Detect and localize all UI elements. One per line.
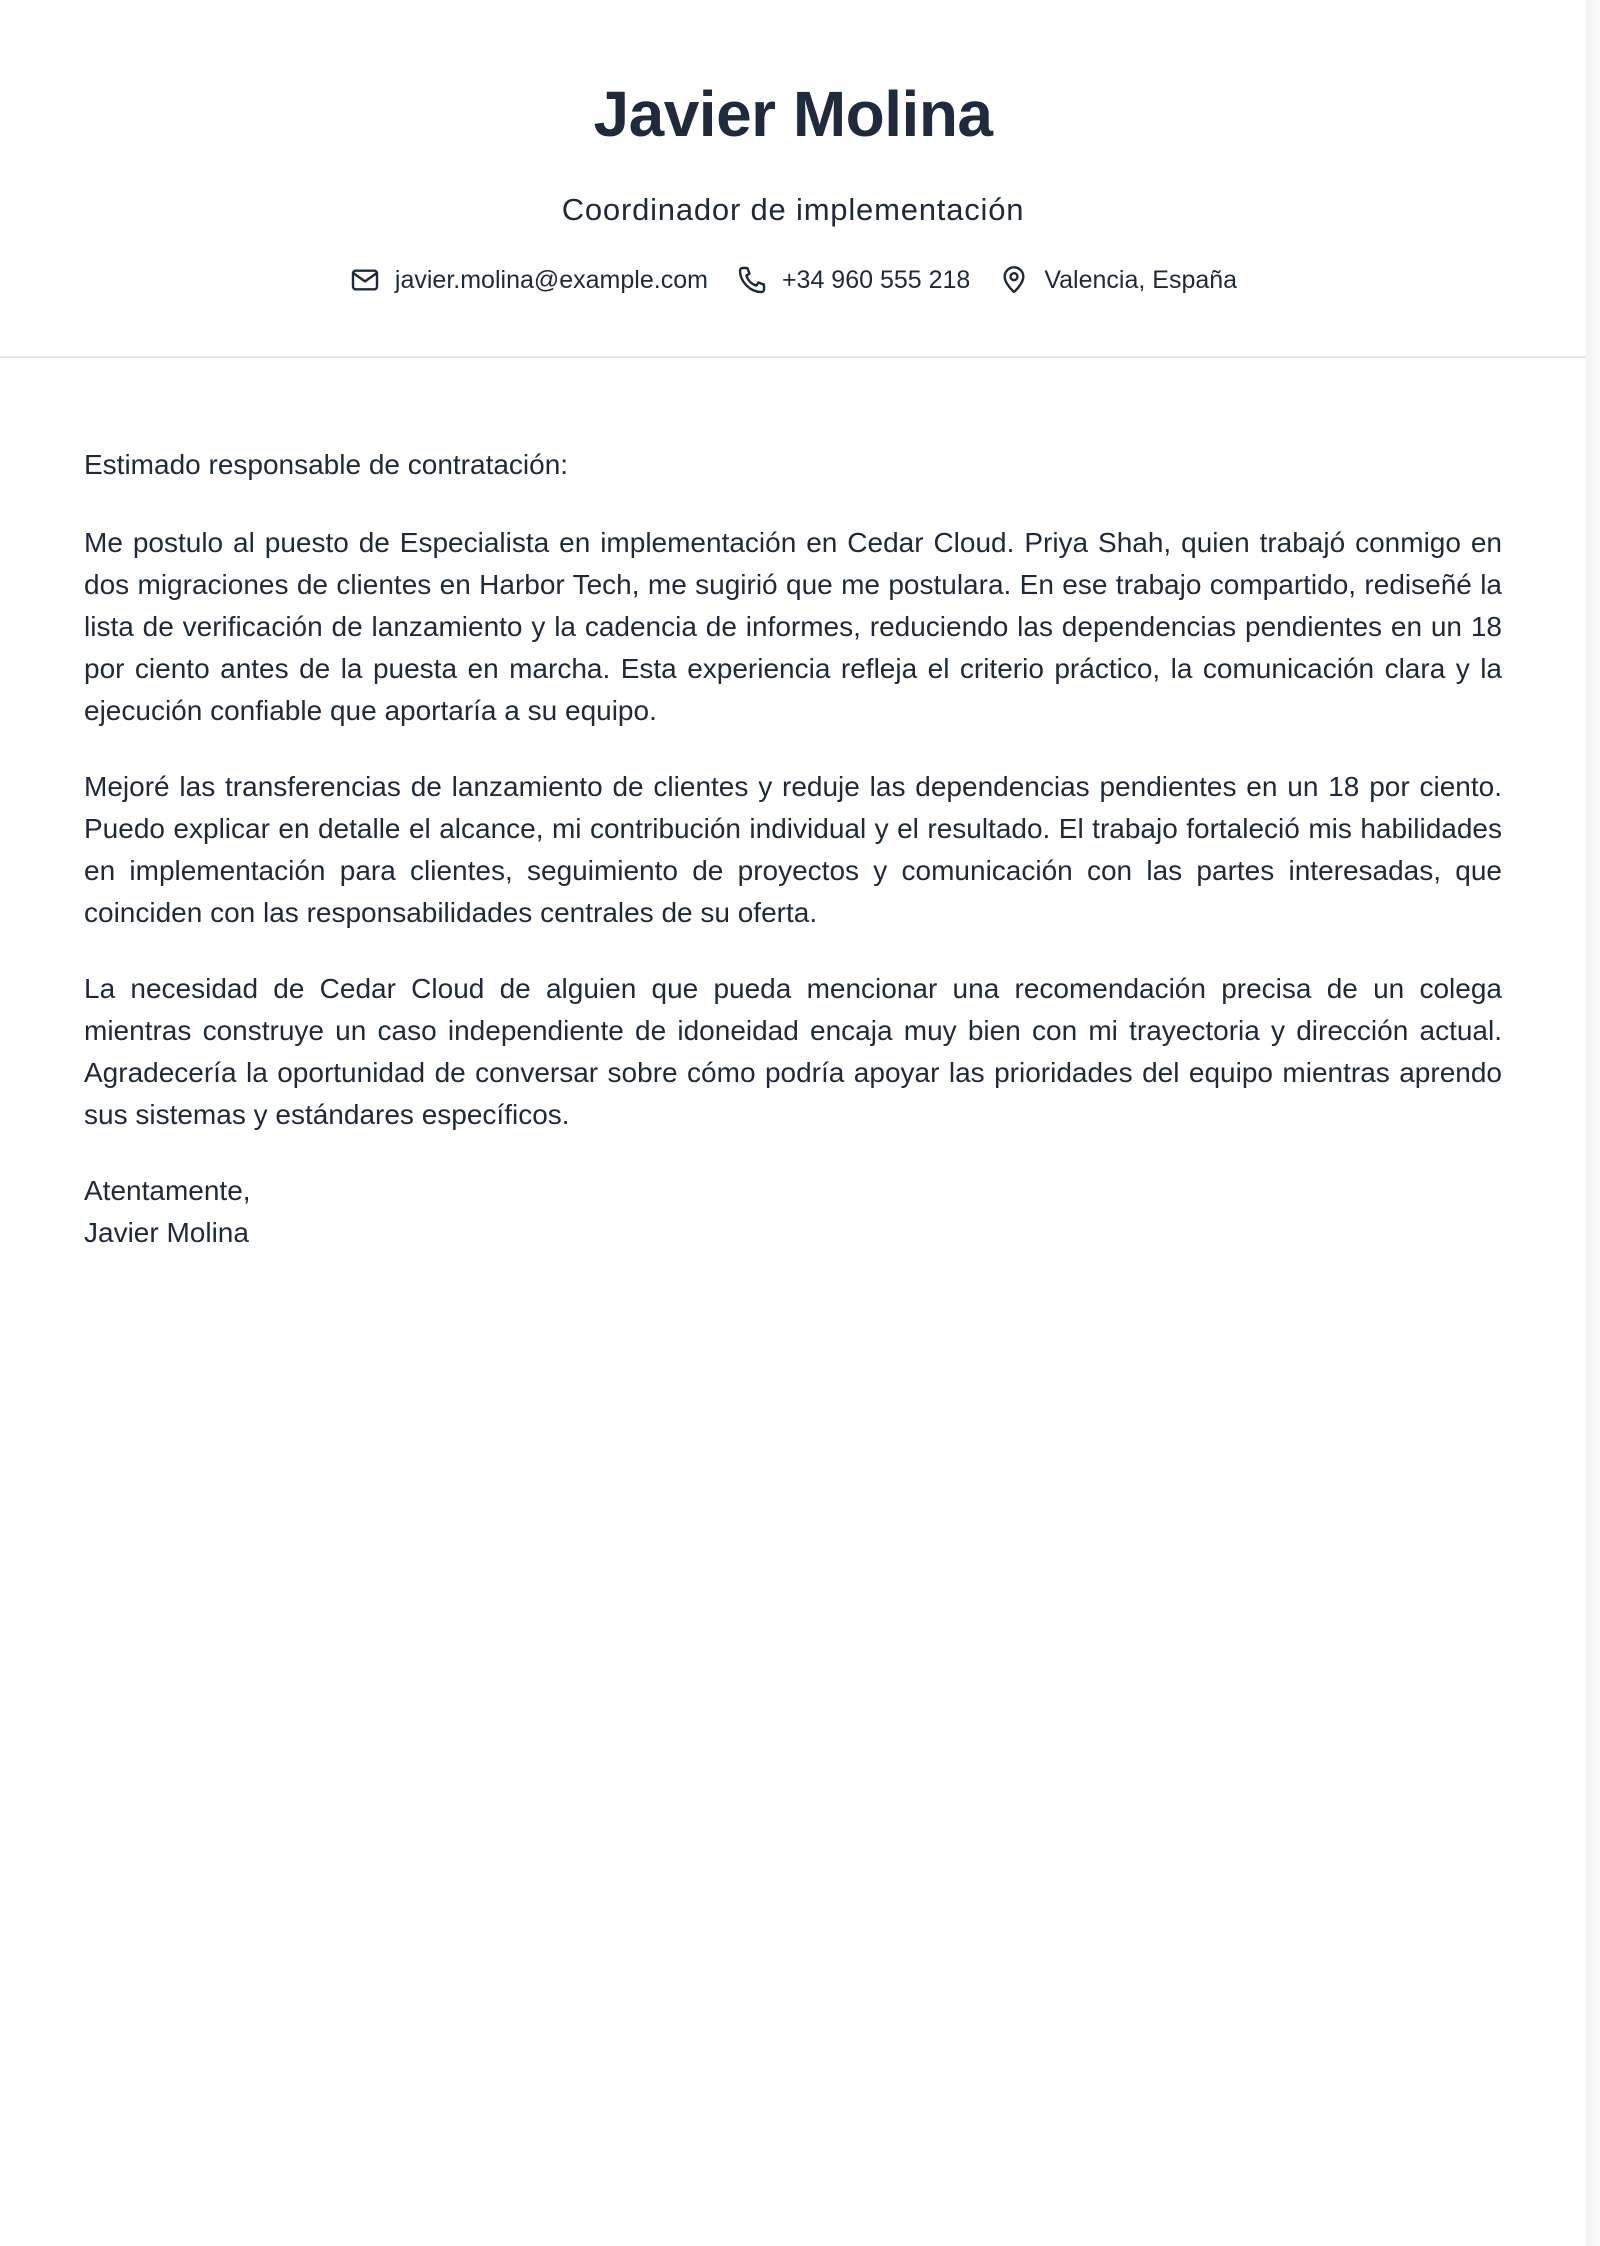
contact-phone[interactable]	[736, 262, 970, 298]
applicant-role: Coordinador de implementación	[561, 192, 1025, 227]
email-text: javier.molina@example.com	[394, 266, 708, 294]
location-pin-icon	[998, 264, 1030, 296]
contact-location	[998, 262, 1237, 298]
paragraph-1: Me postulo al puesto de Especialista en implementación en Cedar Cloud. Priya Shah, quien trabajó conmigo en dos migraciones de clientes en Harbor Tech, me sugirió que me postulara. En ese trabajo compartido, rediseñé la lista de verificación de lanzamiento y la cadencia de informes, reduciendo las dependencias pendientes en un 18 por ciento antes de la puesta en marcha. Esta experiencia refleja el criterio práctico, la comunicación clara y la ejecución confiable que aportaría a su equipo.	[84, 527, 1502, 726]
closing: Atentamente,	[84, 1175, 251, 1206]
location-text: Valencia, España	[1044, 266, 1238, 294]
page-gutter	[1586, 0, 1600, 2246]
salutation: Estimado responsable de contratación:	[84, 449, 569, 480]
contact-email[interactable]	[349, 262, 708, 298]
letter-body	[84, 444, 1502, 1254]
applicant-name: Javier Molina	[593, 78, 993, 150]
letter-header	[0, 0, 1586, 358]
paragraph-3: La necesidad de Cedar Cloud de alguien que pueda mencionar una recomendación precisa de un colega mientras construye un caso independiente de idoneidad encaja muy bien con mi trayectoria y dirección actual. Agradecería la oportunidad de conversar sobre cómo podría apoyar las prioridades del equipo mientras aprendo sus sistemas y estándares específicos.	[84, 973, 1502, 1130]
mail-icon	[349, 264, 381, 296]
paragraph-2: Mejoré las transferencias de lanzamiento de clientes y reduje las dependencias pendientes en un 18 por ciento. Puedo explicar en detalle el alcance, mi contribución individual y el resultado. El trabajo fortaleció mis habilidades en implementación para clientes, seguimiento de proyectos y comunicación con las partes interesadas, que coinciden con las responsabilidades centrales de su oferta.	[84, 771, 1502, 928]
phone-icon	[736, 264, 768, 296]
contact-row	[0, 262, 1586, 298]
signature: Javier Molina	[84, 1217, 249, 1248]
phone-text: +34 960 555 218	[781, 266, 971, 294]
